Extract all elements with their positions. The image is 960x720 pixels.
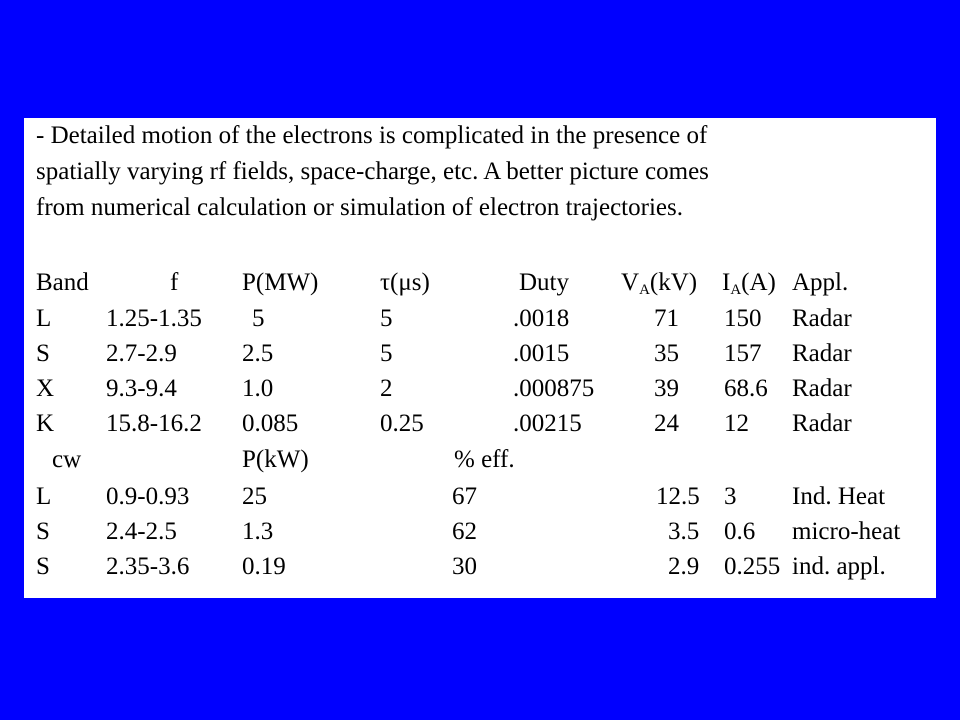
row-application: Ind. Heat xyxy=(792,483,886,510)
row-frequency: 9.3-9.4 xyxy=(106,375,177,402)
row-band: S xyxy=(36,518,50,545)
row-application: Radar xyxy=(792,410,852,437)
row-frequency: 2.7-2.9 xyxy=(106,340,177,367)
row-anode-current: 150 xyxy=(724,305,762,332)
row-anode-voltage: 2.9 xyxy=(668,553,700,580)
row-band: S xyxy=(36,553,50,580)
row-duty: .00215 xyxy=(513,410,582,437)
row-pulse-width: 5 xyxy=(380,340,393,367)
row-anode-current: 12 xyxy=(724,410,749,437)
paragraph-line-1: - Detailed motion of the electrons is complicated in the presence of xyxy=(36,122,708,149)
row-duty: .000875 xyxy=(513,375,595,402)
row-anode-voltage: 39 xyxy=(654,375,679,402)
row-anode-voltage: 71 xyxy=(654,305,679,332)
slide-panel xyxy=(24,118,936,598)
header-power-kw: P(kW) xyxy=(242,446,309,473)
paragraph-line-2: spatially varying rf fields, space-charge, etc. A better picture comes xyxy=(36,158,709,185)
row-frequency: 0.9-0.93 xyxy=(106,483,190,510)
header-efficiency: % eff. xyxy=(454,446,515,473)
row-efficiency: 62 xyxy=(452,518,477,545)
row-application: micro-heat xyxy=(792,518,901,545)
row-frequency: 15.8-16.2 xyxy=(106,410,202,437)
row-band: L xyxy=(36,305,52,332)
header-pulse-width: τ(μs) xyxy=(380,269,430,296)
row-efficiency: 30 xyxy=(452,553,477,580)
row-pulse-width: 5 xyxy=(380,305,393,332)
row-band: X xyxy=(36,375,55,402)
row-application: Radar xyxy=(792,305,852,332)
row-power: 5 xyxy=(252,305,265,332)
row-anode-voltage: 35 xyxy=(654,340,679,367)
row-band: S xyxy=(36,340,50,367)
row-frequency: 2.4-2.5 xyxy=(106,518,177,545)
row-power: 0.19 xyxy=(242,553,286,580)
row-duty: .0015 xyxy=(513,340,570,367)
row-anode-voltage: 24 xyxy=(654,410,679,437)
header-cw: cw xyxy=(52,446,82,473)
row-anode-current: 0.255 xyxy=(724,553,781,580)
row-band: K xyxy=(36,410,55,437)
row-application: Radar xyxy=(792,375,852,402)
header-anode-current: $I_A(A)$ xyxy=(722,269,776,298)
row-power: 2.5 xyxy=(242,340,274,367)
header-frequency: f xyxy=(170,269,179,296)
row-power: 25 xyxy=(242,483,267,510)
paragraph-line-3: from numerical calculation or simulation of electron trajectories. xyxy=(36,194,683,221)
header-duty: Duty xyxy=(519,269,569,296)
row-anode-current: 68.6 xyxy=(724,375,768,402)
header-power-mw: P(MW) xyxy=(242,269,319,296)
row-efficiency: 67 xyxy=(452,483,477,510)
row-anode-voltage: 12.5 xyxy=(656,483,700,510)
row-anode-current: 3 xyxy=(724,483,737,510)
header-band: Band xyxy=(36,269,89,296)
row-band: L xyxy=(36,483,52,510)
row-anode-current: 0.6 xyxy=(724,518,756,545)
row-application: Radar xyxy=(792,340,852,367)
header-anode-voltage: $V_A(kV)$ xyxy=(621,269,698,298)
row-application: ind. appl. xyxy=(792,553,886,580)
row-frequency: 1.25-1.35 xyxy=(106,305,202,332)
row-duty: .0018 xyxy=(513,305,570,332)
row-anode-current: 157 xyxy=(724,340,762,367)
row-pulse-width: 2 xyxy=(380,375,393,402)
row-frequency: 2.35-3.6 xyxy=(106,553,190,580)
row-anode-voltage: 3.5 xyxy=(668,518,700,545)
row-power: 0.085 xyxy=(242,410,299,437)
header-application: Appl. xyxy=(792,269,849,296)
row-power: 1.0 xyxy=(242,375,274,402)
row-power: 1.3 xyxy=(242,518,274,545)
row-pulse-width: 0.25 xyxy=(380,410,424,437)
intro-paragraph xyxy=(36,118,926,226)
